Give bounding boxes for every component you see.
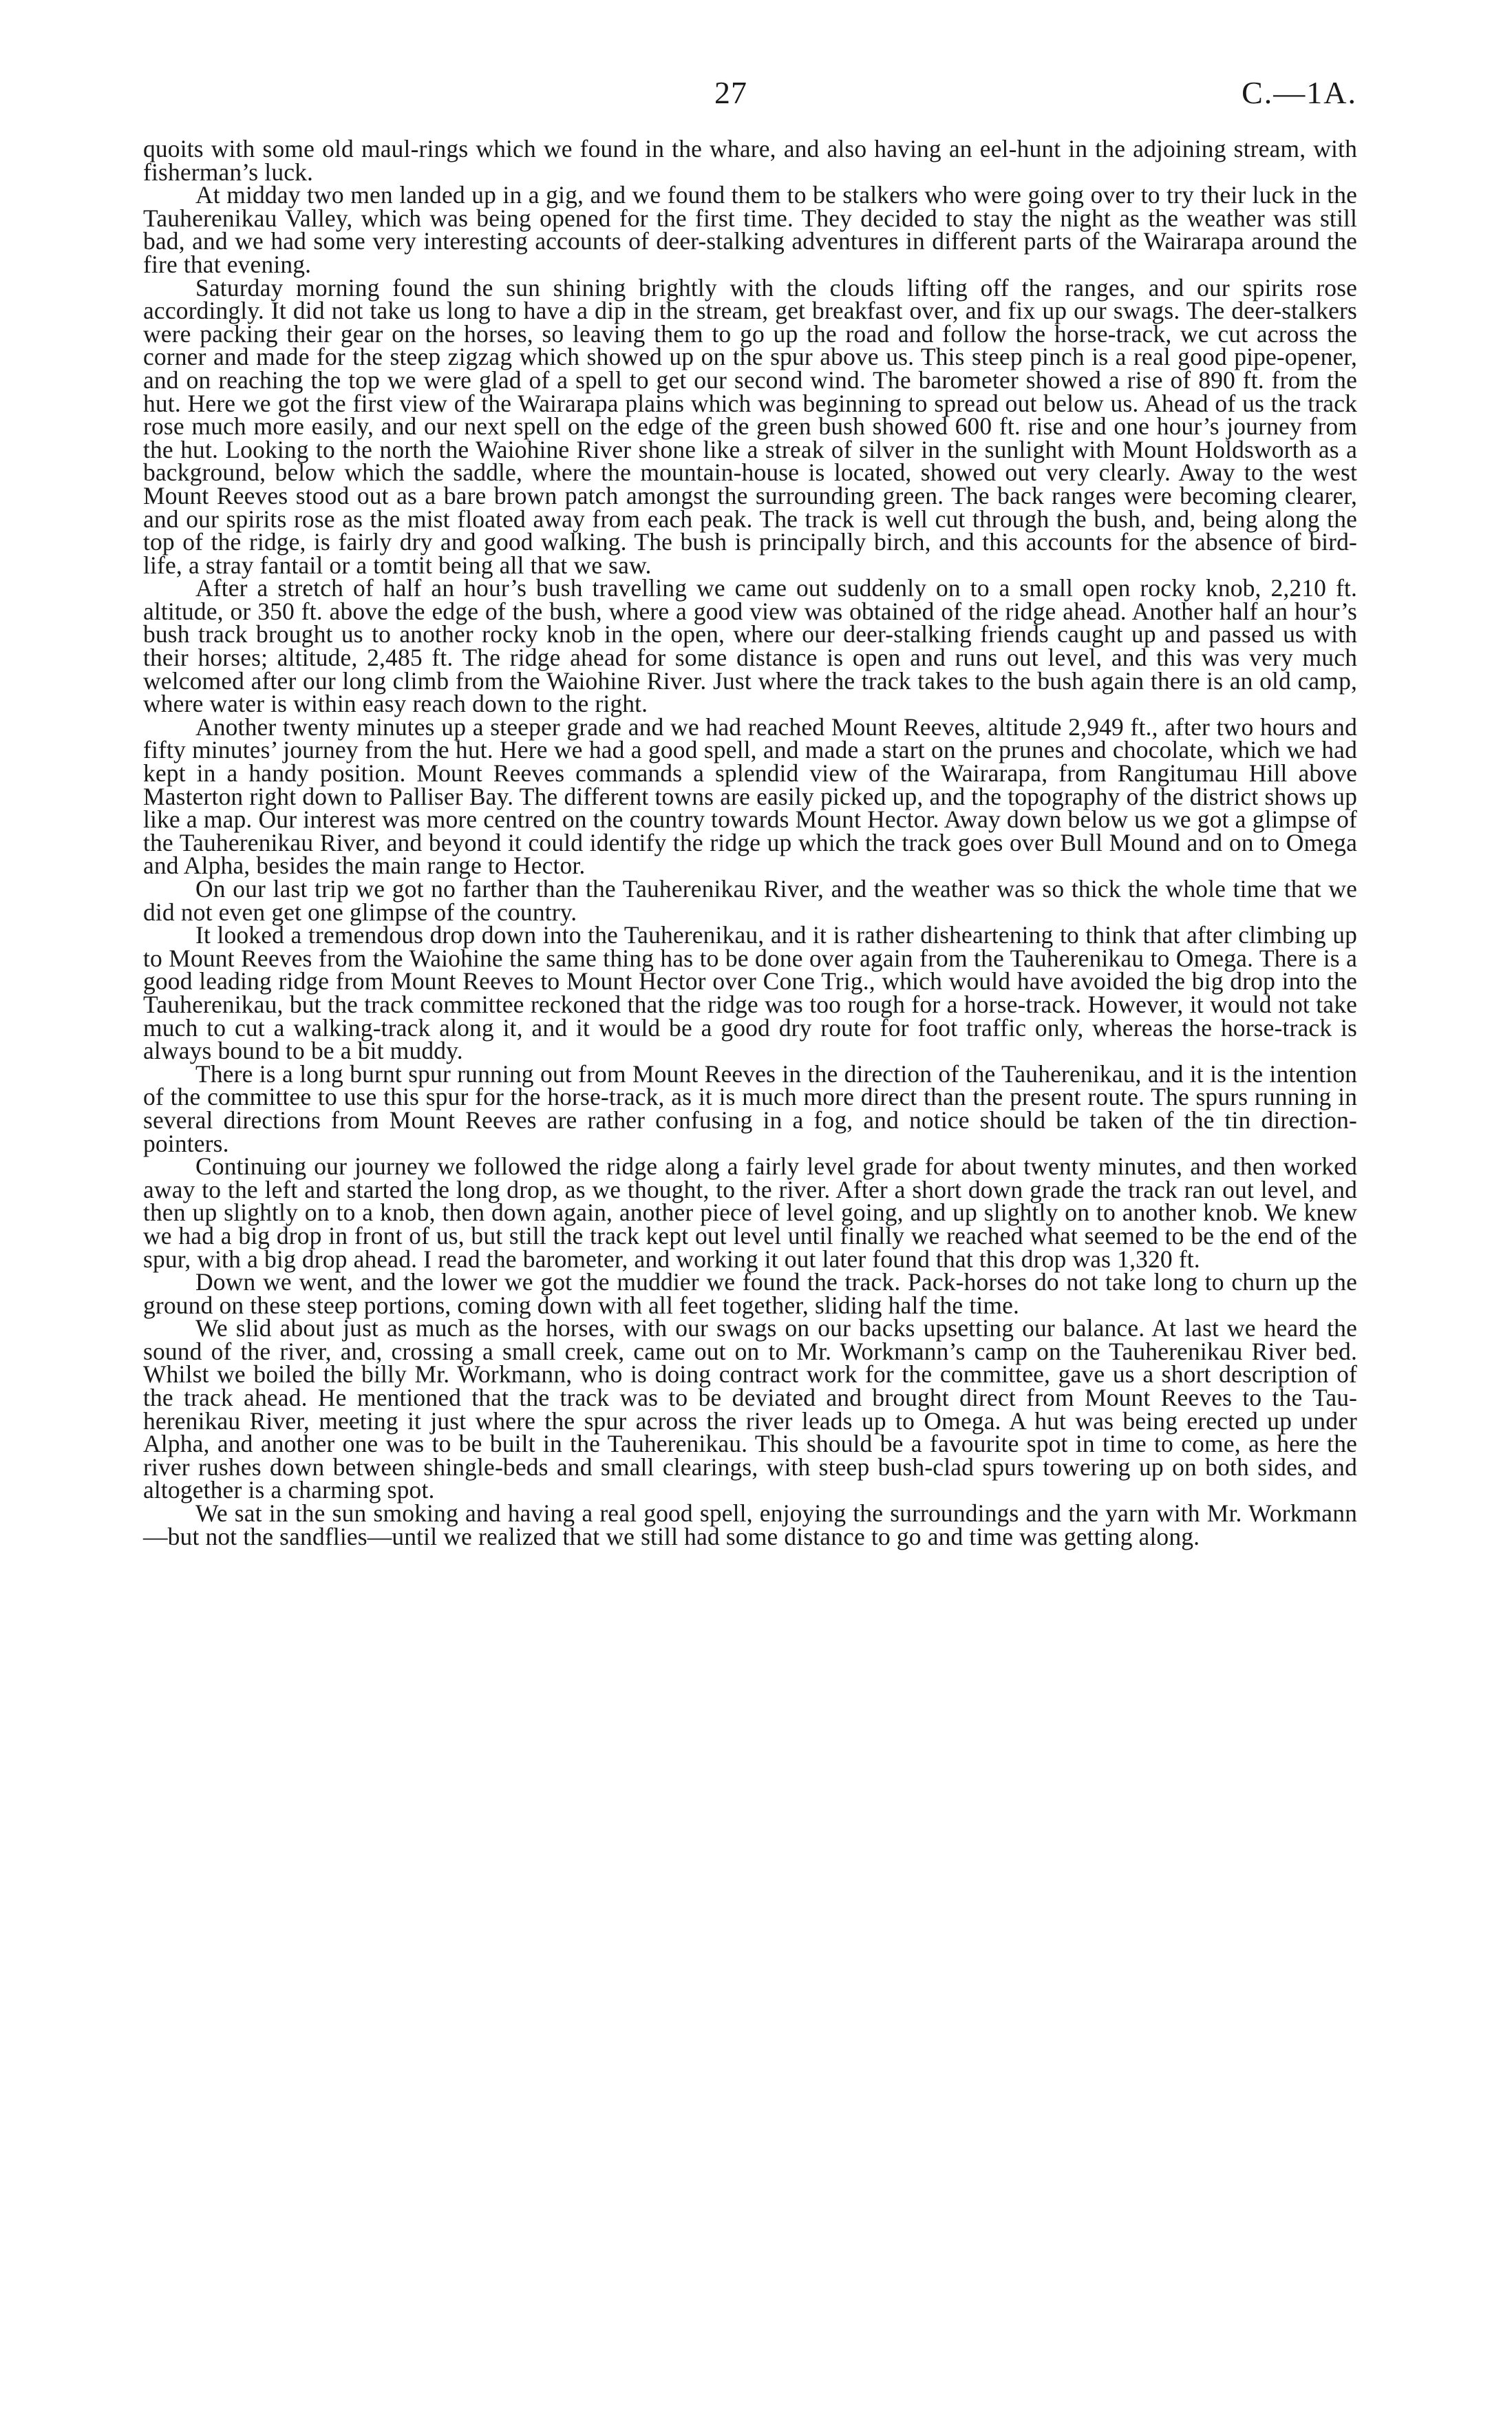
paragraph: Saturday morning found the sun shining brightly with the clouds lifting off the ranges, and our spirits rose accordingly. It did not take us long to have a dip in the stream, get breakfast over, and fix up our swags. The deer-stalkers were packing their gear on the horses, so leaving them to go up the road and follow the horse-track, we cut across the corner and made for the steep zigzag which showed up on the spur above us. This steep pinch is a real good pipe-opener, and on reaching the top we were glad of a spell to get our second wind. The barometer showed a rise of 890 ft. from the hut. Here we got the first view of the Wairarapa plains which was beginning to spread out below us. Ahead of us the track rose much more easily, and our next spell on the edge of the green bush showed 600 ft. rise and one hour’s journey from the hut. Looking to the north the Waiohine River shone like a streak of silver in the sunlight with Mount Holdsworth as a background, below which the saddle, where the mountain-house is located, showed out very clearly. Away to the west Mount Reeves stood out as a bare brown patch amongst the surrounding green. The back ranges were becoming clearer, and our spirits rose as the mist floated away from each peak. The track is well cut through the bush, and, being along the top of the ridge, is fairly dry and good walking. The bush is principally birch, and this accounts for the absence of bird-life, a stray fantail or a tomtit being all that we saw.	[143, 273, 1357, 579]
paragraph: Down we went, and the lower we got the muddier we found the track. Pack-horses do not take long to churn up the ground on these steep portions, coming down with all feet together, sliding half the time.	[143, 1268, 1357, 1319]
paragraph: We sat in the sun smoking and having a real good spell, enjoying the surroundings and the yarn with Mr. Workmann—but not the sandflies—until we realized that we still had some distance to go and time was getting along.	[143, 1499, 1357, 1550]
paragraph: We slid about just as much as the horses, with our swags on our backs upsetting our balance. At last we heard the sound of the river, and, crossing a small creek, came out on to Mr. Workmann’s camp on the Tauherenikau River bed. Whilst we boiled the billy Mr. Workmann, who is doing contract work for the committee, gave us a short description of the track ahead. He mentioned that the track was to be deviated and brought direct from Mount Reeves to the Tauherenikau River, meeting it just where the spur across the river leads up to Omega. A hut was being erected up under Alpha, and another one was to be built in the Tauherenikau. This should be a favourite spot in time to come, as here the river rushes down between shingle-beds and small clearings, with steep bush-clad spurs towering up on both sides, and altogether is a charming spot.	[143, 1314, 1357, 1504]
paragraph: On our last trip we got no farther than the Tauherenikau River, and the weather was so thick the whole time that we did not even get one glimpse of the country.	[143, 875, 1357, 926]
paragraph: Another twenty minutes up a steeper grade and we had reached Mount Reeves, altitude 2,949 ft., after two hours and fifty minutes’ journey from the hut. Here we had a good spell, and made a start on the prunes and chocolate, which we had kept in a handy position. Mount Reeves commands a splendid view of the Wairarapa, from Rangitumau Hill above Masterton right down to Palliser Bay. The different towns are easily picked up, and the topography of the district shows up like a map. Our interest was more centred on the country towards Mount Hector. Away down below us we got a glimpse of the Tauherenikau River, and beyond it could identify the ridge up which the track goes over Bull Mound and on to Omega and Alpha, besides the main range to Hector.	[143, 713, 1357, 880]
page-header	[143, 69, 1357, 124]
document-code: C.—1A.	[1242, 75, 1357, 110]
paragraph: Continuing our journey we followed the ridge along a fairly level grade for about twenty minutes, and then worked away to the left and started the long drop, as we thought, to the river. After a short down grade the track ran out level, and then up slightly on to a knob, then down again, another piece of level going, and up slightly on to another knob. We knew we had a big drop in front of us, but still the track kept out level until finally we reached what seemed to be the end of the spur, with a big drop ahead. I read the barometer, and working it out later found that this drop was 1,320 ft.	[143, 1152, 1357, 1273]
paragraph: It looked a tremendous drop down into the Tauherenikau, and it is rather disheartening to think that after climbing up to Mount Reeves from the Waiohine the same thing has to be done over again from the Tauherenikau to Omega. There is a good leading ridge from Mount Reeves to Mount Hector over Cone Trig., which would have avoided the big drop into the Tauherenikau, but the track committee reckoned that the ridge was too rough for a horse-track. However, it would not take much to cut a walking-track along it, and it would be a good dry route for foot traffic only, whereas the horse-track is always bound to be a bit muddy.	[143, 921, 1357, 1065]
paragraph: quoits with some old maul-rings which we found in the whare, and also having an eel-hunt in the adjoining stream, with fisherman’s luck.	[143, 135, 1357, 186]
paragraph: After a stretch of half an hour’s bush travelling we came out suddenly on to a small open rocky knob, 2,210 ft. altitude, or 350 ft. above the edge of the bush, where a good view was obtained of the ridge ahead. Another half an hour’s bush track brought us to another rocky knob in the open, where our deer-stalking friends caught up and passed us with their horses; altitude, 2,485 ft. The ridge ahead for some distance is open and runs out level, and this was very much welcomed after our long climb from the Waiohine River. Just where the track takes to the bush again there is an old camp, where water is within easy reach down to the right.	[143, 574, 1357, 718]
paragraph: At midday two men landed up in a gig, and we found them to be stalkers who were going over to try their luck in the Tauherenikau Valley, which was being opened for the first time. They decided to stay the night as the weather was still bad, and we had some very interesting accounts of deer-stalking adventures in different parts of the Wairarapa around the fire that evening.	[143, 181, 1357, 278]
page-number: 27	[714, 75, 747, 110]
paragraph: There is a long burnt spur running out from Mount Reeves in the direction of the Tauherenikau, and it is the intention of the committee to use this spur for the horse-track, as it is much more direct than the present route. The spurs running in several directions from Mount Reeves are rather confusing in a fog, and notice should be taken of the tin direction-pointers.	[143, 1059, 1357, 1157]
body-text	[143, 135, 1357, 1550]
